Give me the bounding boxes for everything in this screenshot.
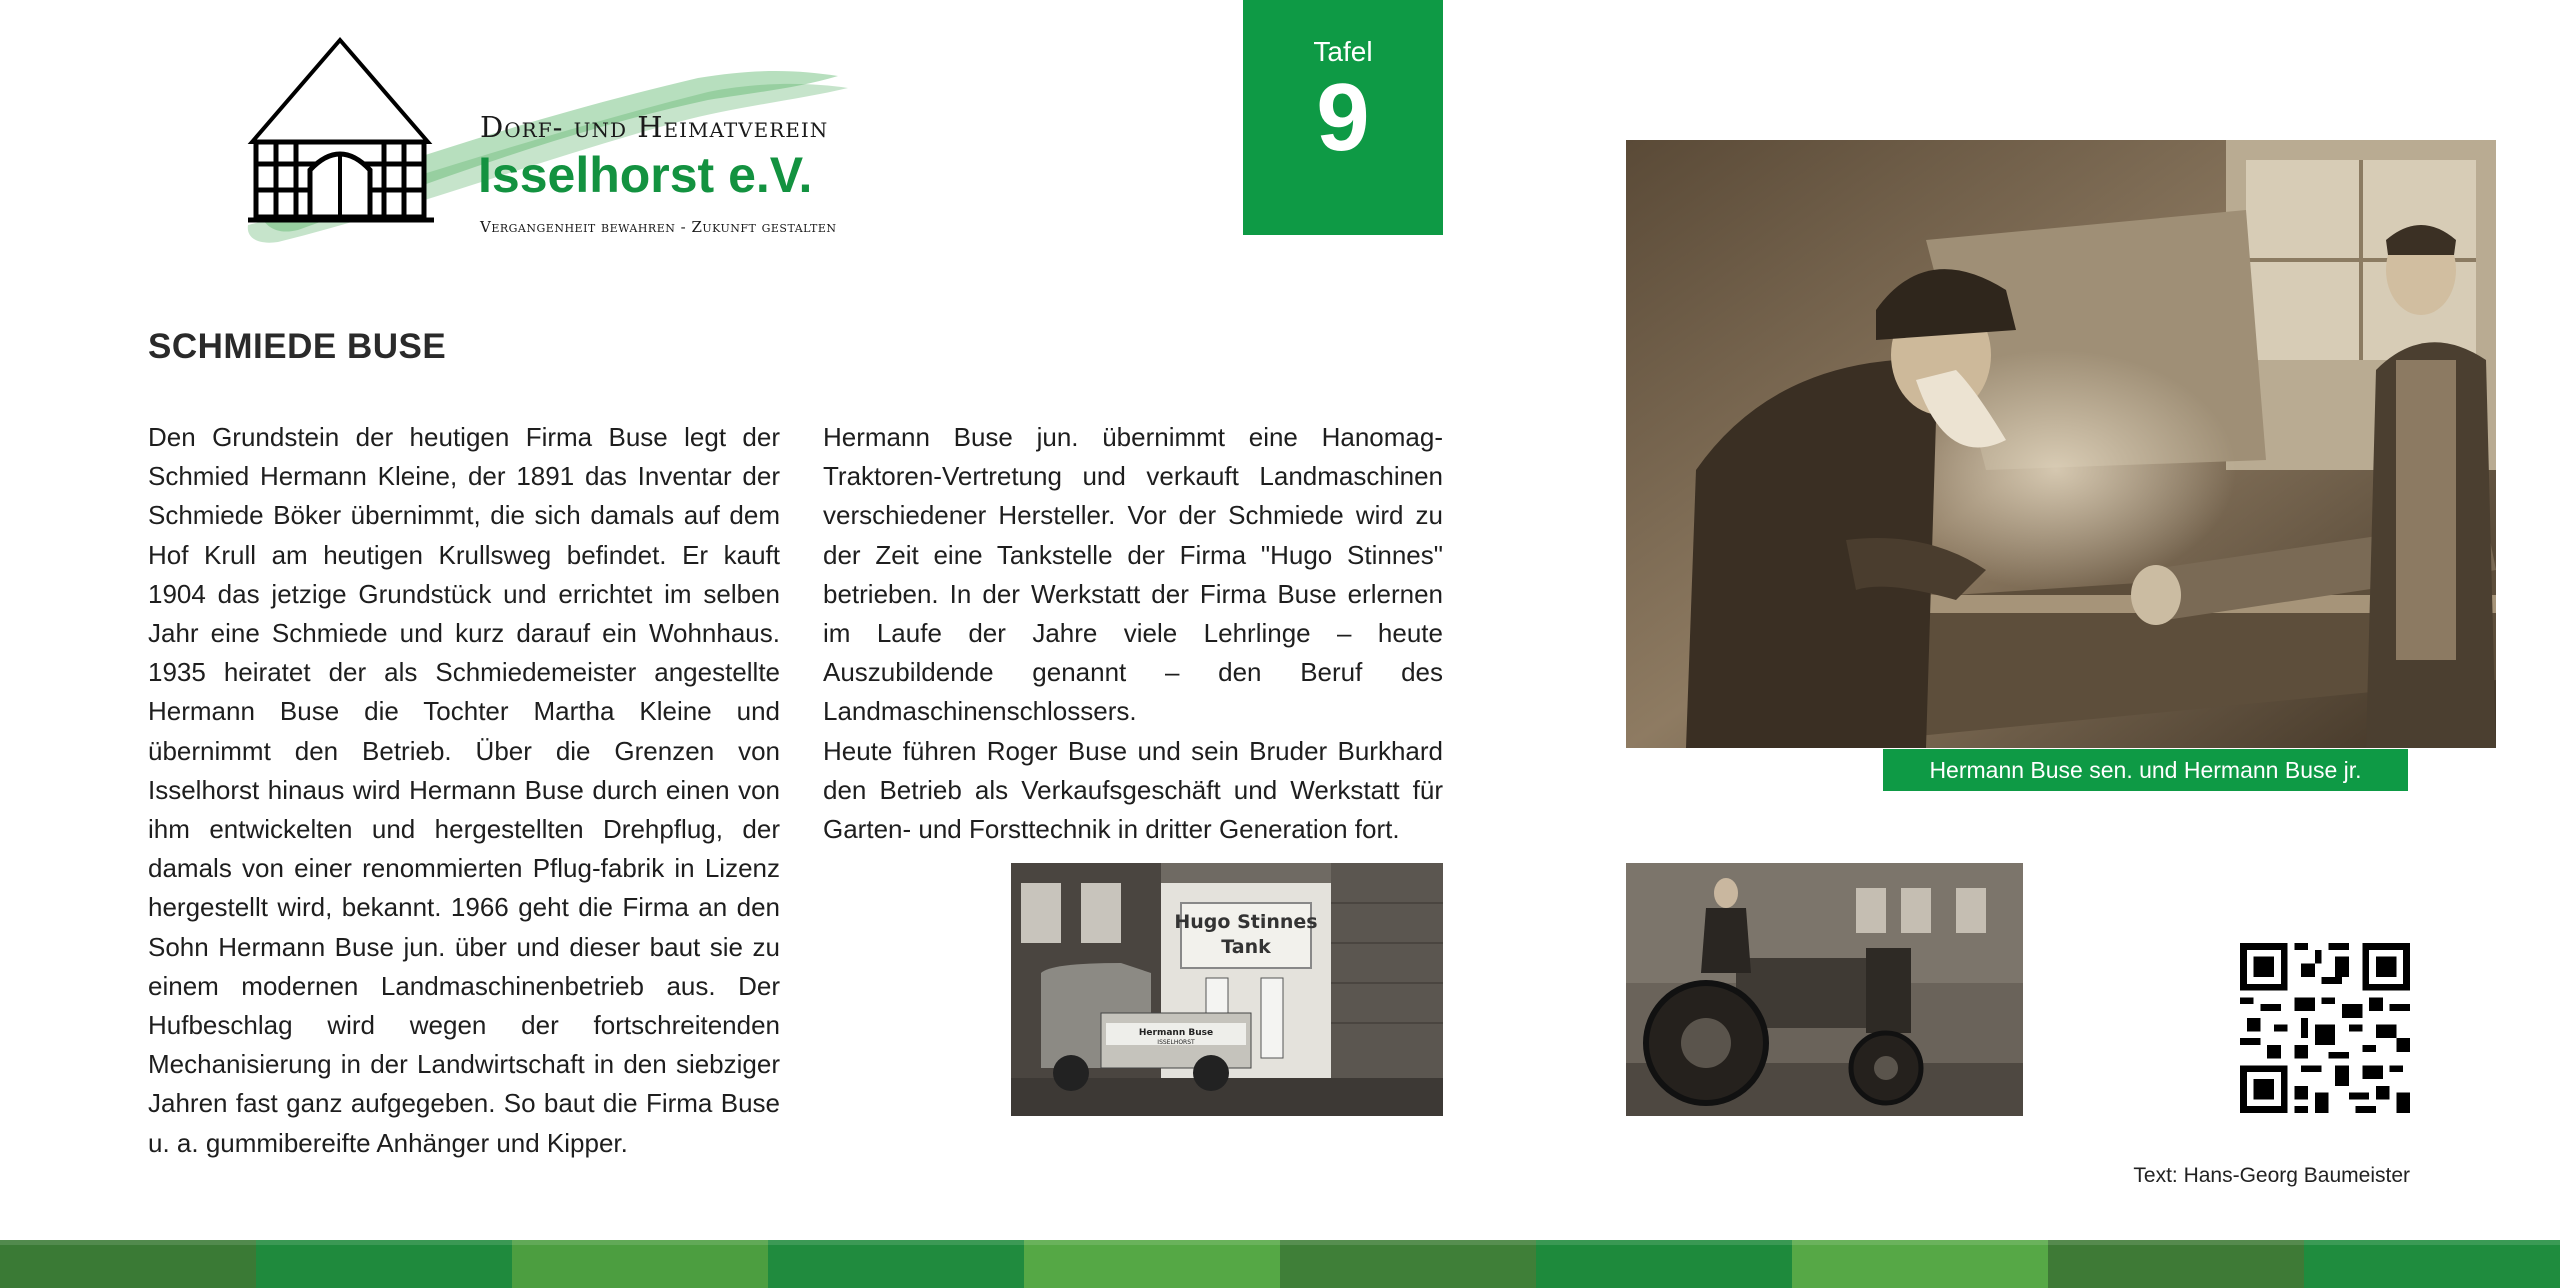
text-column-1 bbox=[148, 418, 780, 1163]
footer-stripe bbox=[1792, 1240, 2048, 1288]
logo-line1: Dorf- und Heimatverein bbox=[480, 110, 829, 144]
footer-stripe bbox=[2304, 1240, 2560, 1288]
logo-name: Isselhorst e.V. bbox=[478, 147, 813, 203]
qr-code[interactable] bbox=[2240, 943, 2410, 1113]
club-logo bbox=[238, 30, 898, 260]
tafel-number: 9 bbox=[1316, 64, 1370, 171]
photo-tractor bbox=[1626, 863, 2023, 1116]
paragraph-hanomag: Hermann Buse jun. übernimmt eine Hanomag-Traktoren-Vertretung und verkauft Landmaschinen verschiedener Hersteller. Vor der Schmiede wird zu der Zeit eine Tankstelle der Firma "Hugo Stinnes" betrieben. In der Werkstatt der Firma Buse erlernen im Laufe der Jahre viele Lehrlinge – heute Auszubildende genannt – den Beruf des Landmaschinenschlossers. bbox=[823, 422, 1443, 727]
paragraph-history: Den Grundstein der heutigen Firma Buse legt der Schmied Hermann Kleine, der 1891 das Inventar der Schmiede Böker übernimmt, die sich damals auf dem Hof Krull am heutigen Krullsweg befindet. Er kauft 1904 das jetzige Grundstück und errichtet im selben Jahr eine Schmiede und kurz darauf ein Wohnhaus. 1935 heiratet der als Schmiedemeister angestellte Hermann Buse die Tochter Martha Kleine und übernimmt den Betrieb. Über die Grenzen von Isselhorst hinaus wird Hermann Buse durch einen von ihm entwickelten und hergestellten Drehpflug, der damals von einer renommierten Pflug-fabrik in Lizenz hergestellt wird, bekannt. 1966 geht die Firma an den Sohn Hermann Buse jun. über und dieser baut sie zu einem modernen Landmaschinenbetrieb aus. Der Hufbeschlag wird wegen der fortschreitenden Mechanisierung in der Landwirtschaft in den siebziger Jahren fast ganz aufgegeben. So baut die Firma Buse u. a. gummibereifte Anhänger und Kipper. bbox=[148, 422, 780, 1158]
footer-stripe bbox=[512, 1240, 768, 1288]
text-credit: Text: Hans-Georg Baumeister bbox=[2133, 1164, 2410, 1187]
footer-stripes bbox=[0, 1240, 2560, 1288]
footer-stripe bbox=[0, 1240, 256, 1288]
photo-smiths-at-forge bbox=[1626, 140, 2496, 748]
photo-gas-station bbox=[1011, 863, 1443, 1116]
tafel-label: Tafel bbox=[1313, 36, 1373, 67]
page-title: SCHMIEDE BUSE bbox=[148, 327, 447, 366]
text-column-2 bbox=[823, 418, 1443, 849]
tank-sign-line2: Tank bbox=[1221, 936, 1271, 958]
tafel-badge bbox=[1243, 0, 1443, 235]
tank-sign-line1: Hugo Stinnes bbox=[1174, 911, 1318, 933]
van-sign: Hermann Buse bbox=[1138, 1028, 1214, 1038]
footer-stripe bbox=[1536, 1240, 1792, 1288]
footer-stripe bbox=[2048, 1240, 2304, 1288]
paragraph-today: Heute führen Roger Buse und sein Bruder Burkhard den Betrieb als Verkaufsgeschäft und Werkstatt für Garten- und Forsttechnik in dritter Generation fort. bbox=[823, 735, 1443, 845]
footer-stripe bbox=[1024, 1240, 1280, 1288]
van-sign-sub: ISSELHORST bbox=[1157, 1039, 1195, 1046]
logo-tagline: Vergangenheit bewahren - Zukunft gestalten bbox=[480, 218, 837, 236]
footer-stripe bbox=[1280, 1240, 1536, 1288]
footer-stripe bbox=[768, 1240, 1024, 1288]
footer-stripe bbox=[256, 1240, 512, 1288]
photo-caption: Hermann Buse sen. und Hermann Buse jr. bbox=[1883, 749, 2408, 791]
